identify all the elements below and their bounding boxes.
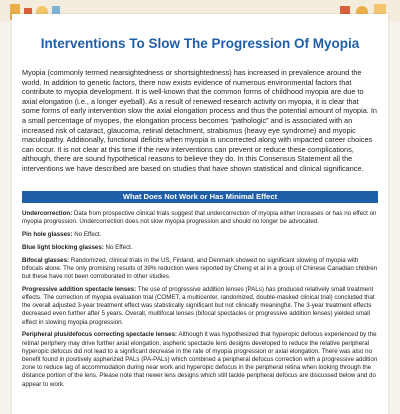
finding-text: No Effect. xyxy=(72,231,102,238)
finding-label: Bifocal glasses: xyxy=(22,256,70,264)
finding-peripheral-defocus-lenses xyxy=(22,331,378,388)
document-title: Interventions To Slow The Progression Of Myopia xyxy=(40,36,360,51)
finding-text: Although it was hypothesized that hyperopic defocus experienced by the retinal periphery may drive further axial elongation, aspheric spectacle lens designs developed to reduce the relative peripheral hyperopic defocus did not lead to a significant decrease in the rate of myopia progression or axial elongation. There was also no benefit found in positively aspherized PALs (PA-PALs) which combined a peripheral defocus correction with a progressive addition zone to reduce lag of accommodation during near work and hyperopic defocus in the peripheral retina when looking through the distance portion of the lens. Please note that newer lens designs which still tackle peripheral defocus are discussed below and do appear to work. xyxy=(22,331,378,388)
findings-list xyxy=(22,210,378,393)
finding-label: Peripheral plus/defocus correcting spectacle lenses: xyxy=(22,331,178,339)
finding-label: Blue light blocking glasses: xyxy=(22,243,104,251)
finding-pin-hole-glasses xyxy=(22,231,378,239)
finding-progressive-addition-lenses xyxy=(22,286,378,327)
intro-paragraph: Myopia (commonly termed nearsightedness or shortsightedness) has increased in prevalence around the world. In addition to genetic factors, there now exists evidence of numerous environmental factors that contribute to myopia development. It is well-known that the common forms of childhood myopia are due to axial elongation (i.e., a longer eyeball). As a result of renewed research activity on myopia, it is clear that some forms of early intervention slow the axial elongation process and thus the potential amount of myopia. In a small percentage of myopes, the elongation process becomes “pathologic” and is associated with an increased risk of cataract, glaucoma, retinal detachment, strabismus (heavy eye syndrome) and myopic maculopathy. Additionally, functional deficits when myopia is uncorrected along with impacted career choices can occur. It is not clear at this time if the new interventions can prevent or reduce these complications, although, there are sound hypothetical reasons to believe they do. In this Consensus Statement all the interventions we have described are based on studies that have shown statistical and clinical significance. xyxy=(22,68,377,173)
finding-label: Progressive addition spectacle lenses: xyxy=(22,285,137,293)
finding-undercorrection xyxy=(22,210,378,226)
finding-blue-light-glasses xyxy=(22,244,378,252)
finding-text: Randomized, clinical trials in the US, Finland, and Denmark showed no significant slowing of myopia with bifocals alone. The only promising results of 39% reduction were reported by Cheng et al in a group of Chinese Canadian children but these have not been corroborated in other studies. xyxy=(22,256,378,280)
finding-text: The use of progressive addition lenses (PALs) has produced relatively small treatment effects. The correction of myopia evaluation trial (COMET, a multicenter, randomized, double-masked clinical trial) concluded that the overall adjusted 3-year treatment effect was statistically significant but not clinically meaningful. The 3-year treatment effects decreased even further after 5 years. Overall, multifocal lenses (bifocal spectacles or progressive addition lenses) yielded small effect in slowing myopia progression. xyxy=(22,285,375,326)
section-header-bar xyxy=(22,191,378,203)
finding-bifocal-glasses xyxy=(22,257,378,282)
finding-text: Data from prospective clinical trials suggest that undercorrection of myopia either increases or has no effect on myopia progression. Undercorrection does not slow myopia progression and should no longer be advocated. xyxy=(22,210,377,226)
section-title: What Does Not Work or Has Minimal Effect xyxy=(122,192,278,201)
document-page xyxy=(12,14,388,414)
finding-text: No Effect. xyxy=(103,243,133,251)
finding-label: Pin hole glasses: xyxy=(22,231,73,238)
finding-label: Undercorrection: xyxy=(22,210,73,217)
